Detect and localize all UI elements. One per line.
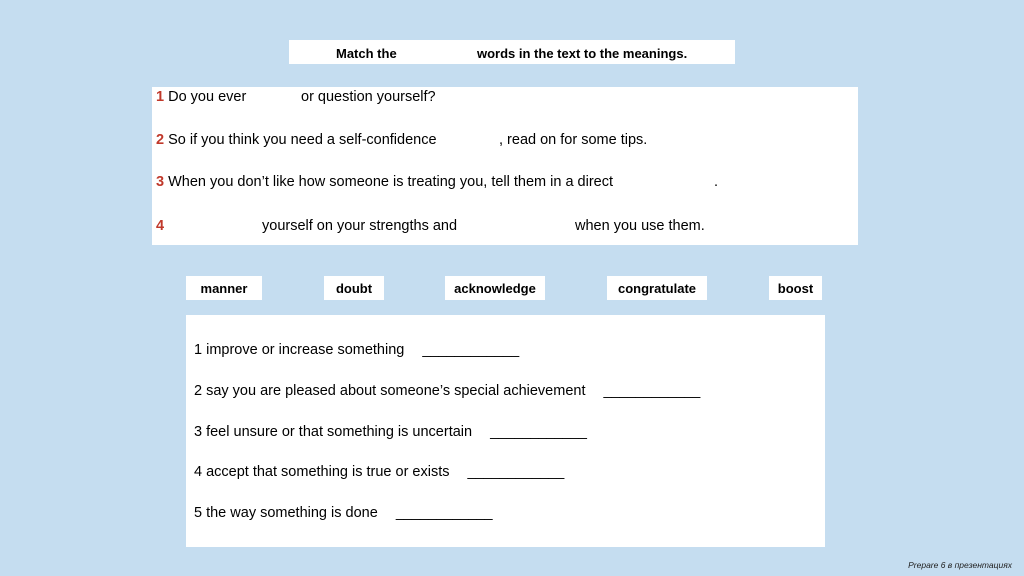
sentence-number: 2 [156, 132, 165, 148]
footer-credit: Prepare 6 в презентациях [908, 560, 1012, 570]
word-chip-manner[interactable]: manner [186, 276, 262, 300]
sentence-text: So if you think you need a self-confidence [168, 132, 437, 148]
sentence-1 [156, 89, 246, 105]
answer-blank[interactable]: ____________ [422, 342, 520, 358]
sentence-2 [156, 132, 437, 148]
sentence-text: When you don’t like how someone is treating you, tell them in a direct [168, 174, 614, 190]
instruction-title [289, 40, 735, 64]
meaning-text: 4 accept that something is true or exists [194, 464, 450, 480]
answer-blank[interactable]: ____________ [603, 383, 701, 399]
sentence-3 [156, 174, 613, 190]
sentence-number: 3 [156, 174, 165, 190]
meaning-item [194, 464, 564, 480]
meaning-item [194, 424, 587, 440]
answer-blank[interactable]: ____________ [490, 424, 587, 440]
answer-blank[interactable]: ____________ [395, 505, 493, 521]
sentence-3-rest: . [714, 174, 719, 190]
meanings-panel [186, 315, 825, 547]
meaning-text: 3 feel unsure or that something is uncertain [194, 424, 473, 440]
meaning-text: 2 say you are pleased about someone’s special achievement [194, 383, 586, 399]
sentences-panel [152, 87, 858, 245]
title-part-2: words in the text to the meanings. [477, 46, 688, 61]
sentence-number: 1 [156, 89, 165, 105]
sentence-text: Do you ever [168, 89, 247, 105]
sentence-4-number [156, 218, 164, 234]
meaning-text: 5 the way something is done [194, 505, 378, 521]
sentence-4: yourself on your strengths and [262, 218, 458, 234]
word-chip-doubt[interactable]: doubt [324, 276, 384, 300]
meaning-item [194, 505, 493, 521]
meaning-item [194, 383, 700, 399]
sentence-2-rest: , read on for some tips. [499, 132, 648, 148]
title-part-1: Match the [336, 46, 397, 61]
sentence-number: 4 [156, 218, 165, 234]
word-chip-congratulate[interactable]: congratulate [607, 276, 707, 300]
meaning-item [194, 342, 519, 358]
word-chip-acknowledge[interactable]: acknowledge [445, 276, 545, 300]
meaning-text: 1 improve or increase something [194, 342, 405, 358]
word-chip-boost[interactable]: boost [769, 276, 822, 300]
sentence-4-rest: when you use them. [575, 218, 705, 234]
answer-blank[interactable]: ____________ [467, 464, 565, 480]
sentence-1-rest: or question yourself? [301, 89, 436, 105]
